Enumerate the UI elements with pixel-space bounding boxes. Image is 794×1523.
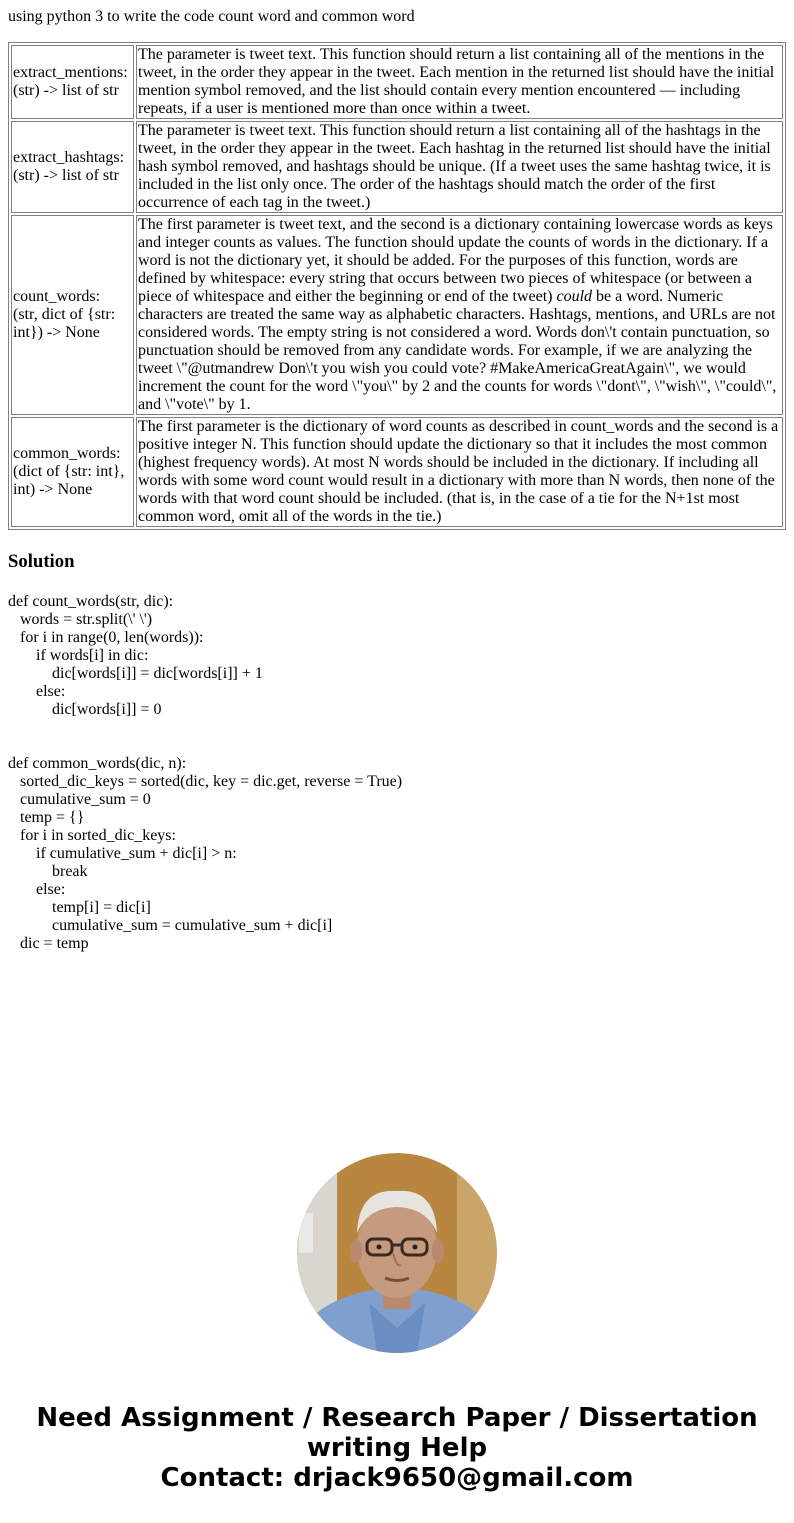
code-line: words = str.split(\' \') xyxy=(8,611,153,628)
question-text: using python 3 to write the code count word and common word xyxy=(8,8,415,25)
function-name: extract_mentions: xyxy=(13,64,128,81)
code-line: if cumulative_sum + dic[i] > n: xyxy=(8,845,237,862)
function-type-signature: (str) -> list of str xyxy=(13,167,119,184)
solution-heading: Solution xyxy=(8,551,75,572)
function-signature-cell xyxy=(11,121,134,213)
description-text: The parameter is tweet text. This function should return a list containing all of the mentions in the tweet, in the order they appear in the tweet. Each mention in the returned list should have the initial mention symbol removed, and the list should contain every mention encountered — including repeats, if a user is mentioned more than once within a tweet. xyxy=(138,46,775,117)
banner-contact: Contact: drjack9650@gmail.com xyxy=(160,1463,634,1493)
code-line: dic[words[i]] = dic[words[i]] + 1 xyxy=(8,665,263,682)
banner-line-1: Need Assignment / Research Paper / Dissertation xyxy=(36,1403,758,1433)
code-line: else: xyxy=(8,683,66,700)
function-description-cell xyxy=(136,215,783,415)
code-line xyxy=(8,719,786,737)
code-line: cumulative_sum = 0 xyxy=(8,791,151,808)
solution-code xyxy=(8,593,786,953)
spec-row xyxy=(11,215,783,415)
author-avatar xyxy=(297,1153,497,1353)
function-type-signature: (str, dict of {str: int}) -> None xyxy=(13,306,116,341)
function-signature-cell xyxy=(11,417,134,527)
code-line xyxy=(8,737,786,755)
description-text: The parameter is tweet text. This function should return a list containing all of the hashtags in the tweet, in the order they appear in the tweet. Each hashtag in the returned list should have the initial hash symbol removed, and hashtags should be unique. (If a tweet uses the same hashtag twice, it is included in the list only once. The order of the hashtags should match the order of the first occurrence of each tag in the tweet.) xyxy=(138,122,771,211)
description-text: The first parameter is the dictionary of word counts as described in count_words and the second is a positive integer N. This function should update the dictionary so that it includes the most common (highest frequency words). At most N words should be included in the dictionary. If including all words with some word count would result in a dictionary with more than N words, then none of the words with that word count should be included. (that is, in the case of a tie for the N+1st most common word, omit all of the words in the tie.) xyxy=(138,418,779,525)
code-line: cumulative_sum = cumulative_sum + dic[i] xyxy=(8,917,333,934)
description-text: be a word. Numeric characters are treated the same way as alphabetic characters. Hashtags, mentions, and URLs are not considered words. The empty string is not considered a word. Words don\'t contain punctuation, so punctuation should be removed from any candidate words. For example, if we are analyzing the tweet \"@utmandrew Don\'t you wish you could vote? #MakeAmericaGreatAgain\", we would increment the count for the word \"you\" by 2 and the counts for words \"dont\", \"wish\", \"could\", and \"vote\" by 1. xyxy=(138,288,777,413)
code-line: def count_words(str, dic): xyxy=(8,593,174,610)
function-signature-cell xyxy=(11,45,134,119)
function-name: count_words: xyxy=(13,288,101,305)
function-name: common_words: xyxy=(13,445,121,462)
function-name: extract_hashtags: xyxy=(13,149,125,166)
code-line: temp = {} xyxy=(8,809,85,826)
function-description-cell xyxy=(136,417,783,527)
function-spec-table xyxy=(8,42,786,530)
author-photo-icon xyxy=(297,1153,497,1353)
spec-row xyxy=(11,417,783,527)
function-signature-cell xyxy=(11,215,134,415)
code-line: temp[i] = dic[i] xyxy=(8,899,151,916)
code-line: dic = temp xyxy=(8,935,89,952)
code-line: else: xyxy=(8,881,66,898)
code-line: sorted_dic_keys = sorted(dic, key = dic.get, reverse = True) xyxy=(8,773,403,790)
function-description-cell xyxy=(136,45,783,119)
function-spec-body xyxy=(11,45,783,527)
description-emphasis: could xyxy=(556,288,593,305)
spec-row xyxy=(11,45,783,119)
code-line: if words[i] in dic: xyxy=(8,647,149,664)
spec-row xyxy=(11,121,783,213)
function-type-signature: (str) -> list of str xyxy=(13,82,119,99)
code-line: def common_words(dic, n): xyxy=(8,755,187,772)
banner-line-2: writing Help xyxy=(306,1433,488,1463)
function-type-signature: (dict of {str: int}, int) -> None xyxy=(13,463,125,498)
code-line: dic[words[i]] = 0 xyxy=(8,701,162,718)
code-line: for i in sorted_dic_keys: xyxy=(8,827,176,844)
description-text: The first parameter is tweet text, and the second is a dictionary containing lowercase words as keys and integer counts as values. The function should update the counts of words in the dictionary. If a word is not the dictionary yet, it should be added. For the purposes of this function, words are defined by whitespace: every string that occurs between two pieces of whitespace (or between a piece of whitespace and either the beginning or end of the tweet) xyxy=(138,216,773,305)
code-line: break xyxy=(8,863,88,880)
help-banner xyxy=(0,1403,794,1493)
function-description-cell xyxy=(136,121,783,213)
code-line: for i in range(0, len(words)): xyxy=(8,629,204,646)
